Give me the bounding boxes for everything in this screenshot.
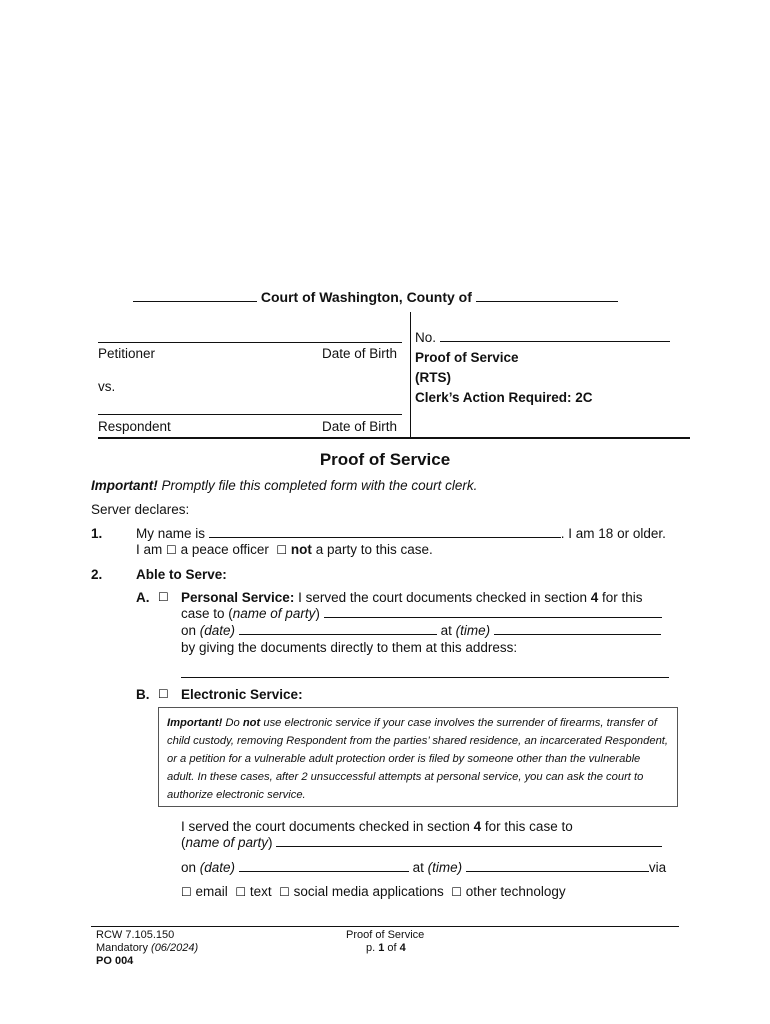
caption-form-name: Proof of Service — [415, 350, 519, 365]
address-instruction: by giving the documents directly to them at this address: — [181, 640, 518, 655]
respondent-dob-label: Date of Birth — [322, 419, 398, 434]
case-number-label: No. — [415, 330, 437, 345]
electronic-time-label: (time) — [427, 860, 463, 875]
electronic-party-label: name of party — [185, 835, 269, 850]
address-blank[interactable] — [181, 677, 669, 678]
electronic-on-label: on — [181, 860, 200, 875]
warning-not: not — [242, 717, 261, 729]
caption-divider — [410, 312, 411, 438]
caption-bottom-rule — [98, 437, 690, 439]
personal-service-text-2: for this — [598, 590, 643, 605]
vs-label: vs. — [98, 379, 116, 394]
electronic-date-time-line — [181, 860, 666, 875]
footer-rule — [91, 926, 679, 927]
footer-mandatory — [96, 942, 198, 954]
personal-party-line — [181, 606, 662, 621]
electronic-service-label: Electronic Service: — [181, 687, 303, 702]
electronic-party-line — [181, 835, 662, 850]
warning-text-2: use electronic service if your case involves the surrender of firearms, transfer of child custody, removing Respondent from the parties’ shared residence, an incarcerated Respondent, or a petition for a vulnerable adult protection order is filed by someone other than the vulnerable adult. In these cases, after 2 unsuccessful attempts at personal service, you can ask the court to authorize electronic service. — [167, 717, 669, 801]
respondent-label: Respondent — [98, 419, 171, 434]
text-checkbox[interactable]: ☐ — [235, 885, 247, 899]
i-am-label: I am — [136, 542, 163, 557]
my-name-label: My name is — [136, 526, 206, 541]
server-name-blank[interactable] — [209, 536, 561, 538]
other-technology-label: other technology — [465, 884, 566, 899]
electronic-date-blank[interactable] — [239, 870, 409, 872]
footer-rcw: RCW 7.105.150 — [96, 929, 175, 941]
page-total: 4 — [399, 942, 406, 954]
paren-close: ) — [315, 606, 320, 621]
not-emphasis: not — [290, 542, 312, 557]
not-party-label: a party to this case. — [315, 542, 433, 557]
electronic-service-warning-box — [158, 707, 678, 807]
form-date: (06/2024) — [151, 942, 199, 954]
section-2-title: Able to Serve: — [136, 567, 227, 582]
name-of-party-label: name of party — [232, 606, 316, 621]
footer-form-title: Proof of Service — [346, 929, 425, 941]
at-label: at — [440, 623, 456, 638]
petitioner-dob-label: Date of Birth — [322, 346, 398, 361]
email-checkbox[interactable]: ☐ — [181, 885, 192, 899]
warning-important-label: Important! — [167, 717, 223, 729]
section-1-name-line — [136, 526, 666, 541]
footer-page-number — [366, 942, 406, 954]
age-statement: . I am 18 or older. — [560, 526, 666, 541]
court-header-text: Court of Washington, County of — [260, 289, 472, 305]
mandatory-label: Mandatory — [96, 942, 152, 954]
personal-service-label: Personal Service: — [181, 590, 295, 605]
electronic-served-line — [181, 819, 573, 834]
electronic-service-checkbox[interactable]: ☐ — [158, 687, 169, 701]
electronic-at-label: at — [412, 860, 428, 875]
option-a-letter: A. — [136, 590, 150, 605]
email-label: email — [195, 884, 228, 899]
page-title: Proof of Service — [319, 450, 451, 469]
personal-date-blank[interactable] — [239, 633, 437, 635]
server-declares: Server declares: — [91, 502, 190, 517]
personal-service-checkbox[interactable]: ☐ — [158, 590, 169, 604]
personal-service-line — [181, 590, 643, 605]
clerk-action: Clerk’s Action Required: 2C — [415, 390, 593, 405]
time-label: (time) — [455, 623, 491, 638]
section-1-status-line — [136, 542, 433, 557]
on-label: on — [181, 623, 200, 638]
electronic-time-blank[interactable] — [466, 870, 649, 872]
electronic-date-label: (date) — [199, 860, 236, 875]
county-court-blank[interactable] — [133, 300, 257, 302]
page-of: of — [384, 942, 400, 954]
electronic-served-text: I served the court documents checked in section — [181, 819, 474, 834]
section-2-number: 2. — [91, 567, 103, 582]
important-label: Important! — [91, 478, 158, 493]
section-1-number: 1. — [91, 526, 103, 541]
electronic-party-blank[interactable] — [276, 845, 662, 847]
page-current: 1 — [378, 942, 385, 954]
personal-party-blank[interactable] — [324, 616, 662, 618]
electronic-served-text-2: for this case to — [481, 819, 573, 834]
court-header — [133, 289, 618, 305]
warning-text-1: Do — [222, 717, 243, 729]
peace-officer-label: a peace officer — [180, 542, 269, 557]
respondent-name-line[interactable] — [98, 414, 402, 415]
caption-form-code: (RTS) — [415, 370, 451, 385]
personal-service-text: I served the court documents checked in section — [294, 590, 591, 605]
personal-date-time-line — [181, 623, 661, 638]
not-party-checkbox[interactable]: ☐ — [276, 543, 288, 557]
option-b-letter: B. — [136, 687, 150, 702]
peace-officer-checkbox[interactable]: ☐ — [166, 543, 177, 557]
case-number-blank[interactable] — [440, 340, 670, 342]
date-label: (date) — [199, 623, 236, 638]
electronic-section-ref: 4 — [473, 819, 482, 834]
personal-time-blank[interactable] — [494, 633, 661, 635]
petitioner-name-line[interactable] — [98, 342, 402, 343]
petitioner-label: Petitioner — [98, 346, 156, 361]
social-media-label: social media applications — [293, 884, 444, 899]
important-text: Promptly file this completed form with the court clerk. — [157, 478, 478, 493]
case-to-label: case to ( — [181, 606, 233, 621]
paren-close-2: ) — [268, 835, 273, 850]
social-media-checkbox[interactable]: ☐ — [279, 885, 290, 899]
section-ref: 4 — [590, 590, 599, 605]
case-number — [415, 330, 670, 345]
footer-form-number: PO 004 — [96, 955, 134, 967]
electronic-method-options — [181, 884, 566, 899]
text-label: text — [249, 884, 272, 899]
county-blank[interactable] — [476, 300, 618, 302]
important-notice — [91, 478, 477, 493]
page-prefix: p. — [366, 942, 379, 954]
paren-open: ( — [181, 835, 186, 850]
via-label: via — [648, 860, 667, 875]
other-technology-checkbox[interactable]: ☐ — [451, 885, 463, 899]
